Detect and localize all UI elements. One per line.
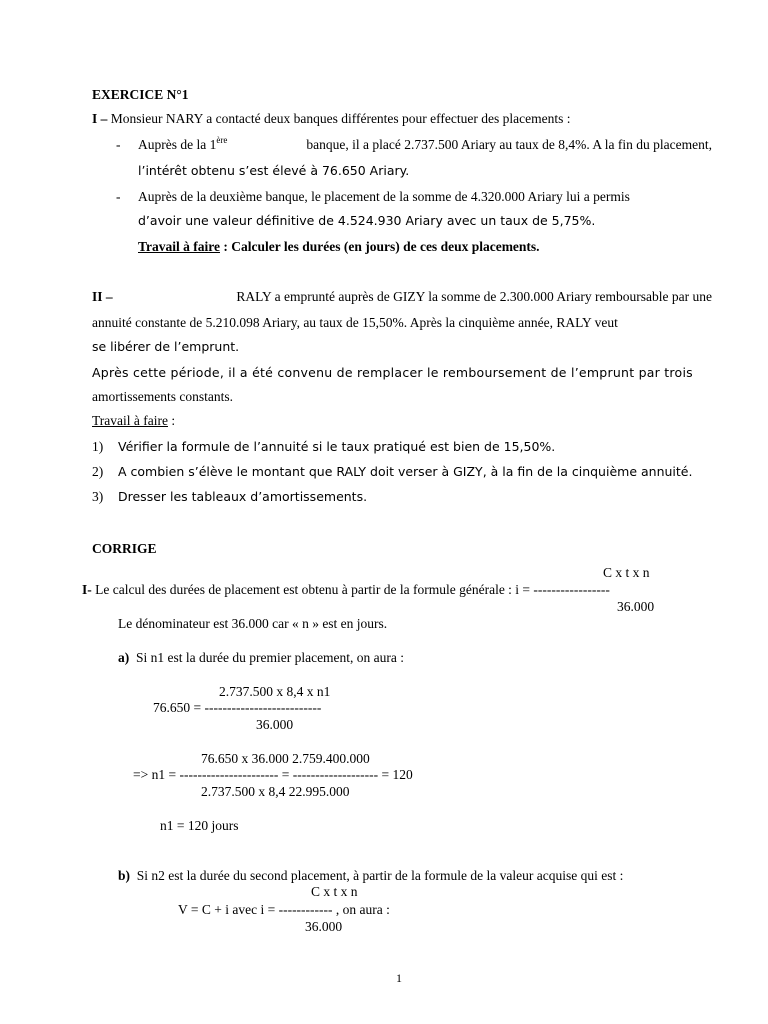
part2-task-colon: :	[167, 413, 176, 428]
case-a-text: Si n1 est la durée du premier placement, on aura :	[136, 650, 405, 665]
bullet1-post: banque, il a placé 2.737.500 Ariary au taux de 8,4%. A la fin du placement,	[306, 137, 712, 152]
bullet1-line2: l’intérêt obtenu s’est élevé à 76.650 Ariary.	[138, 163, 410, 178]
task-item-3-text: Dresser les tableaux d’amortissements.	[118, 489, 368, 504]
case-a-intro	[118, 650, 404, 666]
part1-task-text: : Calculer les durées (en jours) de ces deux placements.	[219, 239, 540, 254]
eq2-line: => n1 = ---------------------- = ------------------- = 120	[133, 767, 413, 782]
task-item-1-text: Vérifier la formule de l’annuité si le taux pratiqué est bien de 15,50%.	[118, 439, 556, 454]
bullet2-dash: -	[116, 189, 121, 204]
task-item-1-num: 1)	[92, 439, 104, 454]
part2-line1	[92, 289, 712, 305]
task-item-3-num: 3)	[92, 489, 104, 504]
case-a-label: a)	[118, 650, 130, 665]
eq1-line: 76.650 = --------------------------	[153, 700, 322, 715]
part1-label: I –	[92, 111, 108, 126]
corrige-title: CORRIGE	[92, 541, 157, 556]
part2-line5: amortissements constants.	[92, 389, 233, 404]
task-item-2-num: 2)	[92, 464, 104, 479]
case-b-formula-numerator: C x t x n	[311, 884, 358, 899]
part2-line4: Après cette période, il a été convenu de remplacer le remboursement de l’emprunt par trois	[92, 365, 693, 380]
part2-line3: se libérer de l’emprunt.	[92, 339, 240, 354]
part2-line2: annuité constante de 5.210.098 Ariary, au taux de 15,50%. Après la cinquième année, RALY veut	[92, 315, 618, 330]
part1-intro	[92, 111, 570, 127]
part2-task	[92, 413, 175, 429]
case-b-label: b)	[118, 868, 131, 883]
part2-line1-text: RALY a emprunté auprès de GIZY la somme de 2.300.000 Ariary remboursable par une	[236, 289, 712, 304]
part1-task	[138, 239, 540, 255]
eq1-denominator: 36.000	[256, 717, 294, 732]
bullet1-sup: ère	[216, 134, 228, 145]
case-b-formula-line: V = C + i avec i = ------------ , on aura :	[178, 902, 390, 917]
eq2-denominator: 2.737.500 x 8,4 22.995.000	[201, 784, 350, 799]
part1-task-label: Travail à faire	[138, 239, 220, 254]
corrige-intro-label: I-	[82, 582, 92, 597]
bullet2-line2: d’avoir une valeur définitive de 4.524.930 Ariary avec un taux de 5,75%.	[138, 213, 596, 228]
bullet1-pre: Auprès de la 1ère	[138, 134, 228, 152]
denominator-note: Le dénominateur est 36.000 car « n » est en jours.	[118, 616, 388, 631]
corrige-intro	[82, 582, 610, 598]
part2-task-label: Travail à faire	[92, 413, 168, 428]
general-formula-denominator: 36.000	[617, 599, 655, 614]
exercise-title: EXERCICE N°1	[92, 87, 189, 102]
page-number: 1	[396, 971, 402, 985]
bullet2-line1: Auprès de la deuxième banque, le placement de la somme de 4.320.000 Ariary lui a permis	[138, 189, 630, 204]
case-b-formula-denominator: 36.000	[305, 919, 343, 934]
general-formula-numerator: C x t x n	[603, 565, 650, 580]
part1-intro-text: Monsieur NARY a contacté deux banques différentes pour effectuer des placements :	[110, 111, 571, 126]
bullet1-line1	[138, 134, 712, 153]
part2-label: II –	[92, 289, 113, 304]
task-item-2-text: A combien s’élève le montant que RALY doit verser à GIZY, à la fin de la cinquième annuité.	[118, 464, 693, 479]
case-b-intro	[118, 868, 623, 884]
bullet1-dash: -	[116, 137, 121, 152]
case-b-text: Si n2 est la durée du second placement, à partir de la formule de la valeur acquise qui est :	[136, 868, 624, 883]
eq1-numerator: 2.737.500 x 8,4 x n1	[219, 684, 331, 699]
eq2-numerator: 76.650 x 36.000 2.759.400.000	[201, 751, 370, 766]
case-a-result: n1 = 120 jours	[160, 818, 239, 833]
corrige-intro-text: Le calcul des durées de placement est obtenu à partir de la formule générale : i = -----------------	[95, 582, 610, 597]
